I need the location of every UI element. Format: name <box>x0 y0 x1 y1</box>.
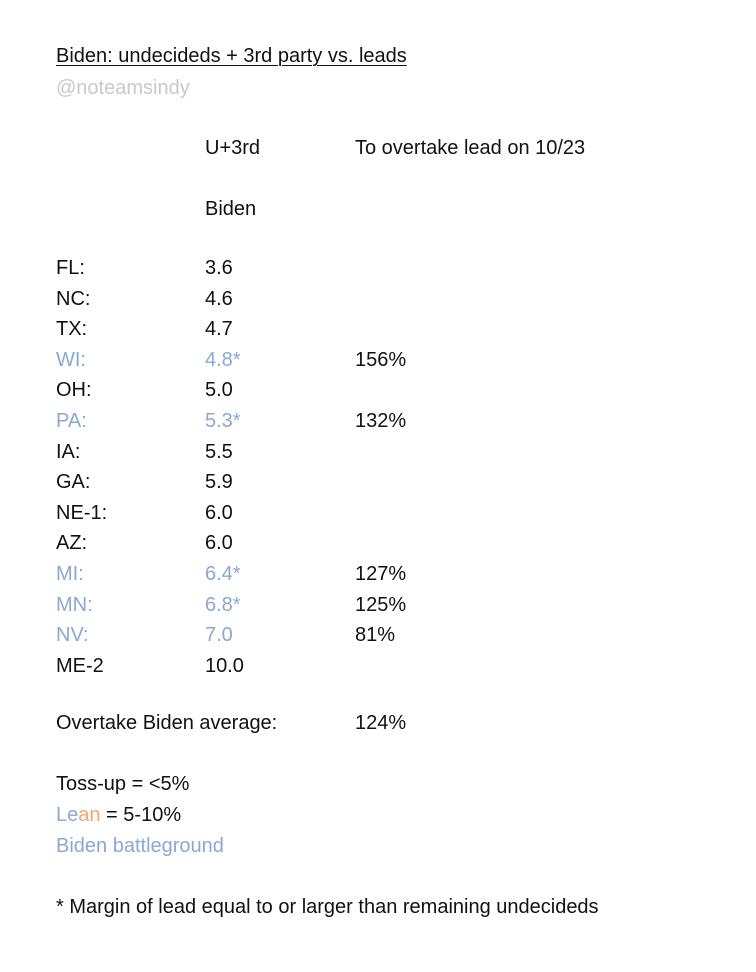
table-row <box>0 656 756 687</box>
undecided-value: 6.0 <box>205 532 233 555</box>
state-name: OH: <box>56 379 92 402</box>
legend-battleground: Biden battleground <box>56 835 224 857</box>
table-row <box>0 442 756 473</box>
average-value: 124% <box>355 712 407 734</box>
table-row <box>0 319 756 350</box>
table-row <box>0 380 756 411</box>
legend-lean-part2: an <box>78 804 101 826</box>
legend-tossup: Toss-up = <5% <box>56 773 190 795</box>
undecided-value: 6.8* <box>205 593 241 616</box>
legend-lean-part1: Le <box>56 804 79 826</box>
state-name: IA: <box>56 440 81 463</box>
legend-lean <box>56 805 181 825</box>
state-name: TX: <box>56 318 88 341</box>
undecided-value: 6.0 <box>205 501 233 524</box>
table-row <box>0 472 756 503</box>
undecided-value: 4.7 <box>205 318 233 341</box>
undecided-value: 10.0 <box>205 654 244 677</box>
state-name: MN: <box>56 593 93 616</box>
column-header-value: U+3rd <box>205 137 261 159</box>
overtake-percent: 156% <box>355 348 407 371</box>
undecided-value: 3.6 <box>205 257 233 279</box>
state-name: AZ: <box>56 532 88 555</box>
table-row <box>0 289 756 320</box>
table-row <box>0 625 756 656</box>
undecided-value: 4.6 <box>205 287 233 310</box>
legend-lean-rest: = 5-10% <box>100 804 182 826</box>
table-row <box>0 411 756 442</box>
state-name: PA: <box>56 409 87 432</box>
undecided-value: 7.0 <box>205 624 233 647</box>
table-row <box>0 564 756 595</box>
overtake-percent: 125% <box>355 593 407 616</box>
state-name: FL: <box>56 257 85 279</box>
table-row <box>0 350 756 381</box>
state-name: WI: <box>56 348 86 371</box>
author-handle: @noteamsindy <box>56 77 190 99</box>
footnote: * Margin of lead equal to or larger than remaining undecideds <box>56 896 599 918</box>
undecided-value: 5.9 <box>205 471 233 494</box>
undecided-value: 5.0 <box>205 379 233 402</box>
overtake-percent: 132% <box>355 409 407 432</box>
page-title: Biden: undecideds + 3rd party vs. leads <box>56 45 407 67</box>
table-row <box>0 503 756 534</box>
state-name: GA: <box>56 471 91 494</box>
state-table <box>0 258 756 686</box>
state-name: MI: <box>56 562 84 585</box>
overtake-percent: 127% <box>355 562 407 585</box>
column-subheader-candidate: Biden <box>205 198 257 220</box>
undecided-value: 4.8* <box>205 348 241 371</box>
table-row <box>0 595 756 626</box>
undecided-value: 6.4* <box>205 562 241 585</box>
undecided-value: 5.3* <box>205 409 241 432</box>
undecided-value: 5.5 <box>205 440 233 463</box>
overtake-percent: 81% <box>355 624 396 647</box>
state-name: ME-2 <box>56 654 104 677</box>
state-name: NV: <box>56 624 89 647</box>
average-label: Overtake Biden average: <box>56 712 278 734</box>
state-name: NC: <box>56 287 91 310</box>
table-row <box>0 533 756 564</box>
state-name: NE-1: <box>56 501 108 524</box>
column-header-overtake: To overtake lead on 10/23 <box>355 137 586 159</box>
table-row <box>0 258 756 289</box>
